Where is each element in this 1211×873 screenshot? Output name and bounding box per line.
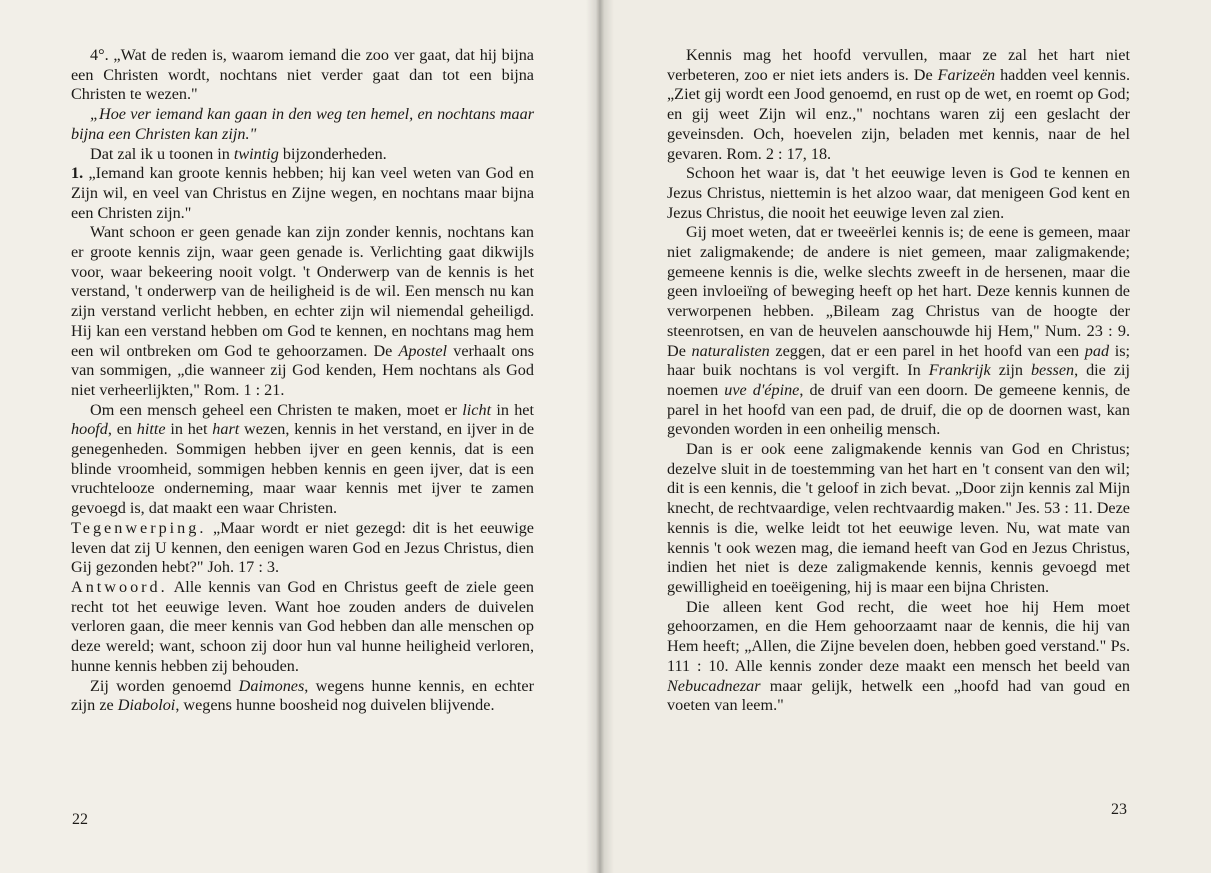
paragraph-text: „Hoe ver iemand kan gaan in den weg ten hemel, en nochtans maar bijna een Christen kan zijn." — [71, 105, 534, 143]
italic-run: pad — [1084, 341, 1110, 360]
text-run: bijzonderheden. — [278, 144, 387, 163]
italic-run: Diaboloi — [117, 696, 176, 715]
italic-run: Daimones — [238, 676, 305, 695]
italic-run: Apostel — [398, 341, 448, 360]
italic-run: bessen — [1030, 361, 1075, 380]
text-run: , wegens hunne boosheid nog duivelen blijvende. — [175, 696, 495, 715]
paragraph-text: „Maar wordt er niet gezegd: dit is het eeuwige leven dat zij U kennen, den eenigen waren God en Jezus Christus, dien Gij gezonden hebt?" Joh. 17 : 3. — [71, 518, 534, 577]
paragraph — [71, 46, 534, 105]
text-run: verhaalt ons van sommigen, „die wanneer zij God kenden, Hem nochtans als God niet verheerlijkten," Rom. 1 : 21. — [71, 341, 534, 399]
italic-run: hart — [212, 420, 240, 439]
text-run: hadden veel kennis. „Ziet gij wordt een Jood genoemd, en rust op de wet, en roemt op God; en gij weet Zijn wil enz.," nochtans waren zij een geslacht der geveinsden. Och, hoevelen zijn, beladen met kennis, naar de hel gevaren. Rom. 2 : 17, 18. — [667, 65, 1130, 163]
paragraph — [667, 164, 1130, 223]
paragraph — [71, 164, 534, 223]
text-run: is; haar buik nochtans is vol vergift. In — [667, 341, 1130, 380]
text-run: Gij moet weten, dat er tweeërlei kennis is; de eene is gemeen, maar niet zaligmakende; de andere is niet gemeen, maar zaligmakende; gemeene kennis is die, welke slechts zweeft in de hersenen, maar die geen invloeiïng of beweging heeft op het hart. Deze kennis kunnen de verworpenen hebben. „Bileam zag Christus van de hoogte der steenrotsen, en van de heuvelen aanschouwde hij Hem," Num. 23 : 9. De — [667, 223, 1130, 360]
paragraph — [667, 440, 1130, 598]
italic-run: twintig — [233, 144, 279, 163]
left-page — [0, 0, 597, 873]
text-run: maar gelijk, hetwelk een „hoofd had van goud en voeten van leem." — [667, 676, 1130, 715]
paragraph-text: Dan is er ook eene zaligmakende kennis van God en Christus; dezelve sluit in de toestemming van het hart en 't consent van den wil; dit is een kennis, die 't geloof in zich bevat. „Door zijn kennis zal Mijn knecht, de rechtvaardige, velen rechtvaardig maken." Jes. 53 : 11. Deze kennis is die, welke leidt tot het eeuwige leven. Nu, wat mate van kennis 't ook wezen mag, die iemand heeft van God en Jezus Christus, indien het niet is deze zaligmakende kennis, kennis gevoegd met gewilligheid en toeëigening, hij is maar een bijna Christen. — [667, 440, 1130, 596]
italic-run: licht — [462, 400, 492, 419]
text-run: , wegens hunne kennis, en echter zijn ze — [71, 676, 535, 715]
text-run: zijn — [990, 361, 1031, 380]
list-number: 1. — [71, 164, 84, 183]
paragraph — [667, 598, 1130, 716]
text-run: wezen, kennis in het verstand, en ijver in de genegenheden. Sommigen hebben ijver en geen kennis, dat is een blinde vroomheid, sommigen hebben kennis en geen ijver, dat is een vruchtelooze onderneming, maar waar kennis met ijver te zamen gevoegd is, dat maakt een waar Christen. — [71, 420, 534, 518]
paragraph — [71, 677, 534, 716]
paragraph — [71, 145, 534, 165]
paragraph — [71, 578, 534, 677]
paragraph — [71, 519, 534, 578]
text-run: Want schoon er geen genade kan zijn zonder kennis, nochtans kan er groote kennis zijn, waar geen genade is. Verlichting gaat dikwijls voor, waar bekeering nooit volgt. 't Onderwerp van de kennis is het verstand, 't onderwerp van de heiligheid is de wil. Een mensch nu kan zijn verstand verlicht hebben, en echter zijn wil niemendal geheiligd. Hij kan een verstand hebben om God te kennen, en nochtans mag hem een wil ontbreken om God te gehoorzamen. De — [71, 223, 534, 360]
spaced-label: Tegenwerping. — [71, 518, 207, 537]
paragraph-text: Alle kennis van God en Christus geeft de ziele geen recht tot het eeuwige leven. Want hoe zouden anders de duivelen verloren gaan, die meer kennis van God hebben dan alle menschen op deze wereld; want, schoon zij door hun val hunne heiligheid verloren, hunne kennis hebben zij behouden. — [71, 577, 534, 675]
italic-run: Farizeën — [937, 65, 996, 84]
italic-run: Frankrijk — [928, 361, 991, 380]
left-page-body — [71, 46, 534, 716]
italic-run: Nebucadnezar — [667, 676, 761, 695]
right-page-body — [667, 46, 1130, 716]
text-run: Die alleen kent God recht, die weet hoe hij Hem moet gehoorzamen, en die Hem gehoorzaamt naar de kennis, die hij van Hem heeft; „Allen, die Zijne bevelen doen, hebben goed verstand." Ps. 111 : 10. Alle kennis zonder deze maakt een mensch het beeld van — [667, 597, 1130, 675]
paragraph — [71, 401, 534, 519]
paragraph — [71, 223, 534, 400]
italic-run: naturalisten — [691, 341, 770, 360]
text-run: , en — [107, 420, 137, 439]
italic-run: hoofd — [71, 420, 108, 439]
text-run: , de druif van een doorn. De gemeene kennis, de parel in het hoofd van een pad, de druif, die op de doornen wast, kan gevonden worden in een onheilig mensch. — [667, 380, 1131, 439]
paragraph — [667, 223, 1130, 440]
text-run: Om een mensch geheel een Christen te maken, moet er — [90, 400, 463, 419]
text-run: Zij worden genoemd — [90, 676, 239, 695]
spaced-label: Antwoord. — [71, 577, 168, 596]
page-number: 22 — [72, 811, 88, 828]
page-number: 23 — [1111, 801, 1127, 818]
italic-run: uve d'épine — [724, 380, 800, 399]
text-run: , die zij noemen — [667, 361, 1130, 399]
paragraph — [667, 46, 1130, 164]
paragraph — [71, 105, 534, 144]
paragraph-text: 4°. „Wat de reden is, waarom iemand die zoo ver gaat, dat hij bijna een Christen wordt, nochtans niet verder gaat dan tot een bijna Christen te wezen." — [71, 46, 534, 104]
right-page — [599, 0, 1211, 873]
italic-run: hitte — [136, 420, 166, 439]
text-run: in het — [491, 400, 534, 419]
text-run: Kennis mag het hoofd vervullen, maar ze zal het hart niet verbeteren, zoo er niet iets anders is. De — [667, 46, 1130, 84]
text-run: Dat zal ik u toonen in — [90, 144, 234, 163]
text-run: in het — [165, 420, 213, 439]
text-run: zeggen, dat er een parel in het hoofd van een — [769, 341, 1085, 360]
paragraph-text: „Iemand kan groote kennis hebben; hij kan veel weten van God en Zijn wil, en veel van Christus en Zijne wegen, en nochtans maar bijna een Christen zijn." — [71, 164, 534, 222]
paragraph-text: Schoon het waar is, dat 't het eeuwige leven is God te kennen en Jezus Christus, niettemin is het alzoo waar, dat menigeen God kent en Jezus Christus, die nooit het eeuwige leven zal zien. — [667, 164, 1130, 222]
